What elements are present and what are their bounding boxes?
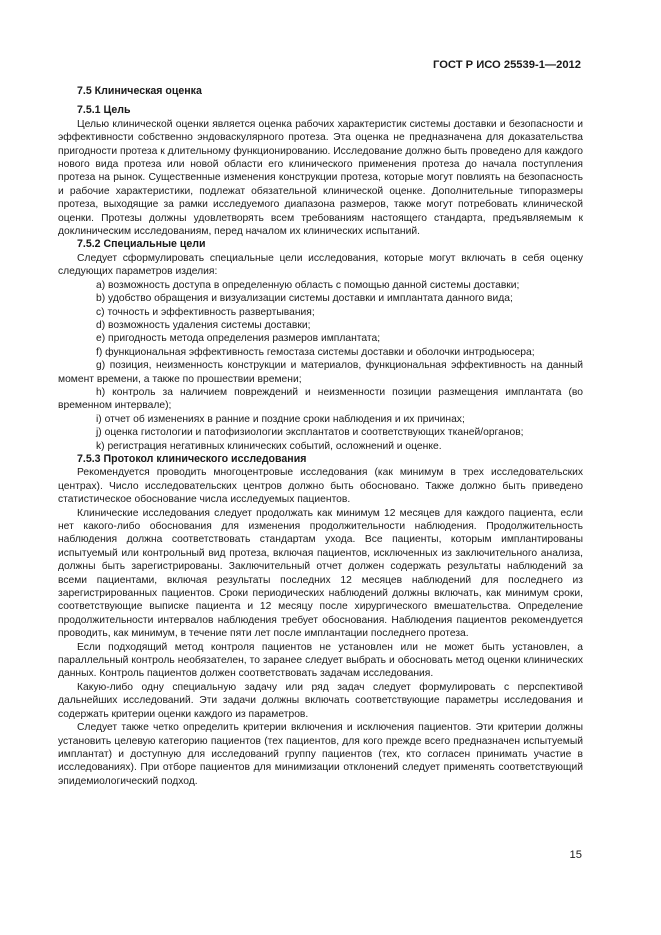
list-item-label: a) [96,279,106,291]
list-item [58,359,583,386]
list-item-text: функциональная эффективность гемостаза системы доставки и оболочки интродьюсера; [105,346,535,358]
list-item [58,426,583,439]
document-code-header: ГОСТ Р ИСО 25539-1—2012 [433,59,581,71]
list-item-text: удобство обращения и визуализации системы доставки и имплантата данного вида; [108,293,513,305]
protocol-paragraph: Какую-либо одну специальную задачу или ряд задач следует формулировать с перспективой дальнейших исследований. Эти задачи должны включать соответствующие параметры исследования и содержать критерии оценки каждого из параметров. [58,681,583,720]
page-content [58,85,583,788]
list-item [58,413,583,426]
section-title: 7.5 Клиническая оценка [77,85,202,97]
list-item [58,386,583,413]
protocol-paragraph: Следует также четко определить критерии включения и исключения пациентов. Эти критерии должны установить целевую категорию пациентов (тех пациентов, для кого прежде всего предназначен испытуемый имплантат) и доступную для исследований группу пациентов (тех, кто согласен принимать участие в исследованиях). При отборе пациентов для минимизации отклонений следует применять соответствующий эпидемиологический подход. [58,722,583,787]
list-item-label: e) [96,333,106,345]
list-item-label: k) [96,440,105,452]
list-item-text: возможность удаления системы доставки; [108,319,311,331]
special-goals-list [58,279,583,453]
list-item-text: пригодность метода определения размеров имплантата; [108,333,381,345]
page-number: 15 [569,849,582,861]
list-item-text: отчет об изменениях в ранние и поздние сроки наблюдения и их причинах; [104,413,465,425]
list-item [58,332,583,345]
list-item [58,440,583,453]
list-item-label: b) [96,293,106,305]
list-item-label: g) [96,360,106,372]
list-item-label: h) [96,386,106,398]
subsection-title-protocol: 7.5.3 Протокол клинического исследования [77,452,307,465]
list-item-label: f) [96,346,103,358]
protocol-paragraph: Рекомендуется проводить многоцентровые исследования (как минимум в трех исследовательских центрах). Число исследовательских центров должно быть обосновано. Также должно быть приведено статистическое обоснование числа исследуемых пациентов. [58,467,583,506]
list-item [58,319,583,332]
list-item-text: контроль за наличием повреждений и неизменности позиции размещения имплантата (во временном интервале); [58,386,583,412]
list-item-text: регистрация негативных клинических событий, осложнений и оценке. [107,440,442,452]
list-item-text: оценка гистологии и патофизиологии эксплантатов и соответствующих тканей/органов; [104,427,524,439]
list-item-text: точность и эффективность развертывания; [107,306,315,318]
list-item-label: j) [96,427,102,439]
protocol-paragraph: Клинические исследования следует продолжать как минимум 12 месяцев для каждого пациента, если нет какого-либо обоснования для изменения продолжительности наблюдения. Продолжительность наблюдения должна соответствовать стандартам ухода. Все пациенты, которым имплантированы испытуемый или контрольный вид протеза, включая пациентов, исключенных из заключительного анализа, должны быть зарегистрированы. Заключительный отчет должен содержать результаты наблюдений за всеми пациентами, включая результаты последних 12 месяцев наблюдений для последнего из зарегистрированных пациентов. Сроки периодических наблюдений должны включать, как минимум сроки, соответствующие выписке пациента и 12 месяцу после хирургического вмешательства. Определение продолжительности интервалов наблюдения требует обоснования. Наблюдения пациентов рекомендуется проводить, как минимум, в течение пяти лет после имплантации последнего протеза. [58,507,583,640]
list-item [58,279,583,292]
protocol-paragraph: Если подходящий метод контроля пациентов не установлен или не может быть установлен, а параллельный контроль необязателен, то заранее следует выбрать и обосновать метод оценки клинических данных. Контроль пациентов должен соответствовать задачам исследования. [58,641,583,680]
list-item-label: c) [96,306,105,318]
special-intro-paragraph: Следует сформулировать специальные цели исследования, которые могут включать в себя оценку следующих параметров изделия: [58,252,583,278]
list-item-label: d) [96,319,106,331]
list-item-text: позиция, неизменность конструкции и материалов, функциональная эффективность на данный момент времени, а также по прошествии времени; [58,360,583,385]
list-item [58,292,583,305]
subsection-title-goal: 7.5.1 Цель [77,104,131,117]
subsection-title-special: 7.5.2 Специальные цели [77,238,206,251]
list-item [58,306,583,319]
list-item [58,346,583,359]
list-item-text: возможность доступа в определенную область с помощью данной системы доставки; [108,279,520,291]
goal-paragraph: Целью клинической оценки является оценка рабочих характеристик системы доставки и безопасности и эффективности собственно эндоваскулярного протеза. Эта оценка не предназначена для доказательства пригодности протеза к длительному функционированию. Исследование должно быть проведено для каждого нового вида протеза или новой области его клинического применения протеза до начала поступления протеза на рынок. Существенные изменения конструкции протеза, которые могут повлиять на безопасность и рабочие характеристики, подлежат обязательной клинической оценке. Дополнительные типоразмеры протеза, выходящие за рамки исследуемого диапазона размеров, также могут потребовать клинической оценки. Протезы должны удовлетворять всем требованиям настоящего стандарта, предъявляемым к доклиническим исследованиям, перед началом их клинических испытаний. [58,118,583,238]
list-item-label: i) [96,413,102,425]
